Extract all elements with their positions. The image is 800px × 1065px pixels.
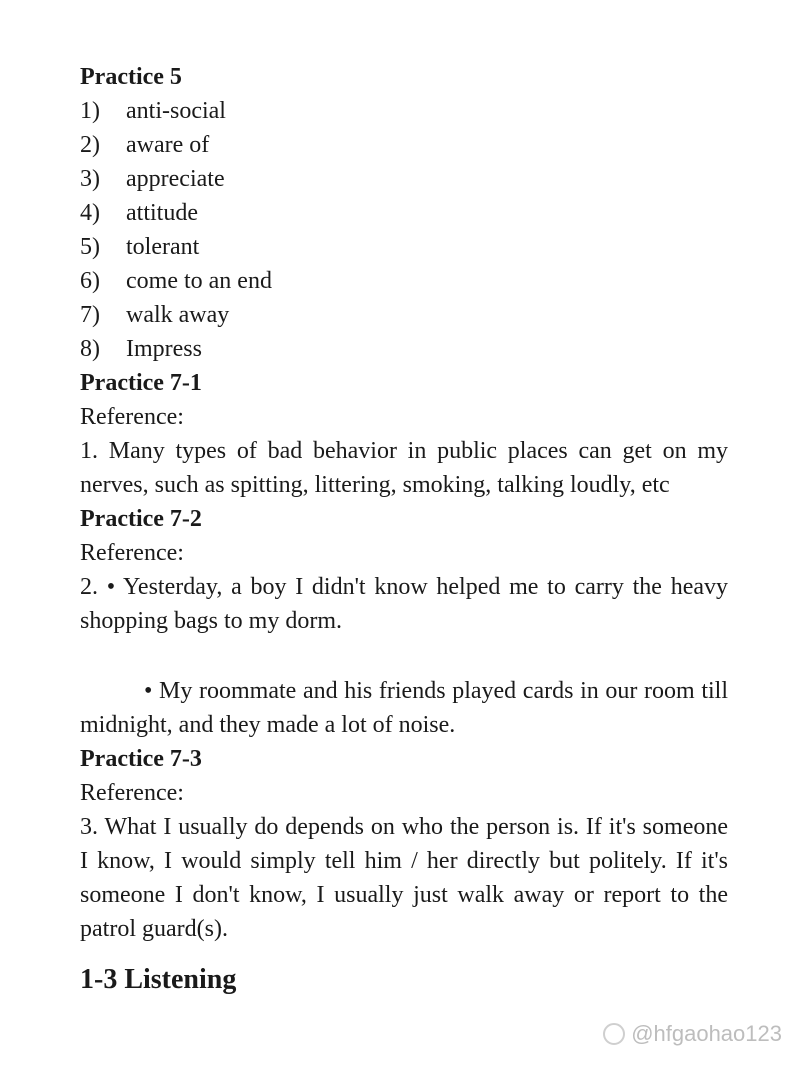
list-text: attitude — [126, 200, 198, 226]
list-item — [80, 264, 728, 298]
list-text: tolerant — [126, 234, 200, 260]
list-item — [80, 230, 728, 264]
watermark — [603, 1021, 782, 1047]
list-item — [80, 128, 728, 162]
practice-7-3-answer: 3. What I usually do depends on who the person is. If it's someone I know, I would simply tell him / her directly but politely. If it's someone I don't know, I usually just walk away or report to the patrol guard(s). — [80, 814, 728, 942]
list-text: appreciate — [126, 166, 225, 192]
paw-icon — [603, 1023, 625, 1045]
list-text: come to an end — [126, 268, 272, 294]
practice-7-2-heading: Practice 7-2 — [80, 506, 202, 532]
reference-label: Reference: — [80, 540, 184, 566]
list-item — [80, 332, 728, 366]
list-item — [80, 162, 728, 196]
list-text: aware of — [126, 132, 210, 158]
list-number: 8) — [80, 336, 100, 362]
list-item — [80, 196, 728, 230]
list-number: 4) — [80, 200, 100, 226]
reference-label: Reference: — [80, 780, 184, 806]
list-item — [80, 298, 728, 332]
indent — [80, 678, 144, 704]
reference-label: Reference: — [80, 404, 184, 430]
watermark-text: @hfgaohao123 — [631, 1021, 782, 1046]
list-number: 5) — [80, 234, 100, 260]
practice-7-2-answer-2 — [80, 674, 728, 742]
bullet-text: • My roommate and his friends played cards in our room till midnight, and they made a lot of noise. — [80, 678, 728, 738]
list-text: anti-social — [126, 98, 226, 124]
practice-7-3-heading: Practice 7-3 — [80, 746, 202, 772]
list-number: 6) — [80, 268, 100, 294]
practice-7-1-heading: Practice 7-1 — [80, 370, 202, 396]
spacer — [80, 638, 728, 674]
practice-5-list — [80, 94, 728, 366]
list-number: 2) — [80, 132, 100, 158]
list-text: Impress — [126, 336, 202, 362]
list-number: 7) — [80, 302, 100, 328]
document-page — [80, 60, 728, 1000]
list-item — [80, 94, 728, 128]
list-number: 3) — [80, 166, 100, 192]
list-number: 1) — [80, 98, 100, 124]
practice-5-heading: Practice 5 — [80, 64, 182, 90]
list-text: walk away — [126, 302, 230, 328]
section-heading: 1-3 Listening — [80, 964, 237, 995]
practice-7-1-answer: 1. Many types of bad behavior in public places can get on my nerves, such as spitting, littering, smoking, talking loudly, etc — [80, 438, 728, 498]
practice-7-2-answer-1: 2. • Yesterday, a boy I didn't know helped me to carry the heavy shopping bags to my dorm. — [80, 574, 728, 634]
